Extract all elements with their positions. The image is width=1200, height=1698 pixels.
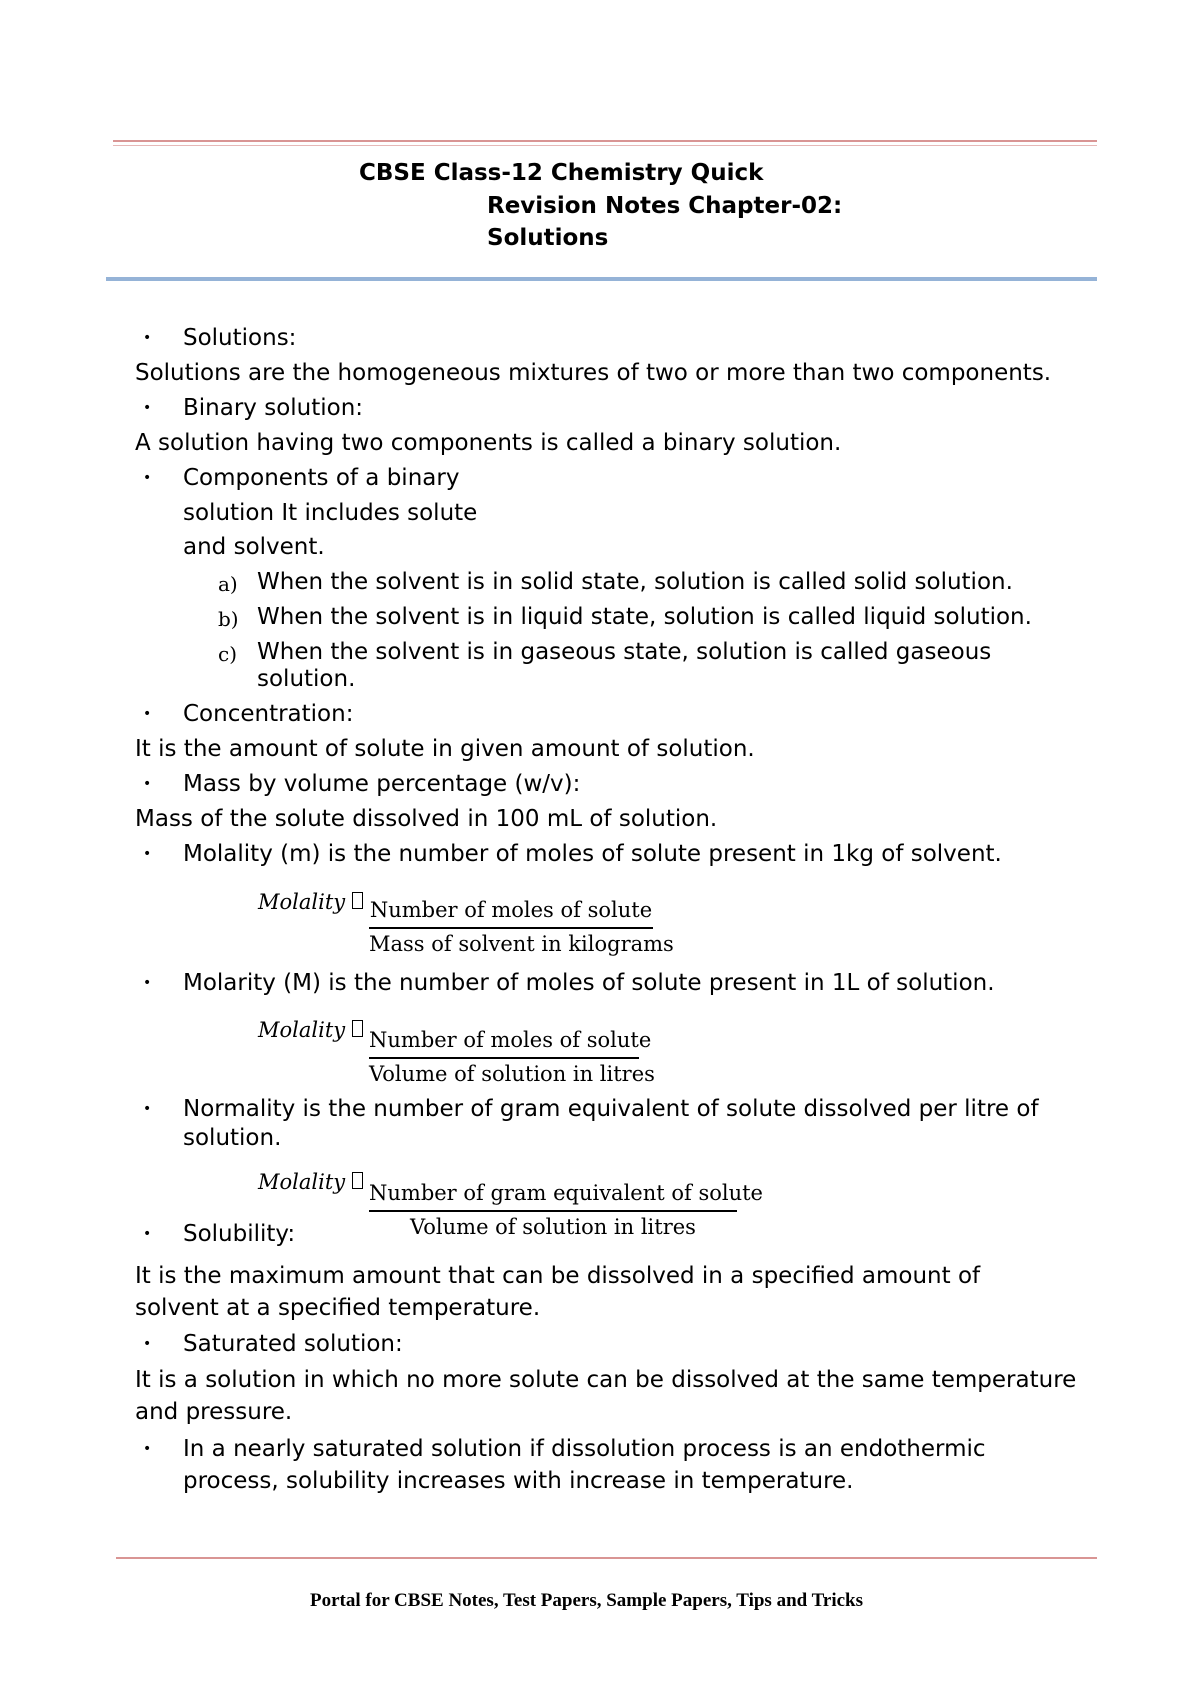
page-title-line-1: CBSE Class-12 Chemistry Quick (359, 160, 764, 186)
header-rule (106, 277, 1097, 281)
equals-glyph-box (352, 1172, 363, 1189)
concentration-heading: Concentration: (183, 701, 354, 727)
formula-label: Molality (258, 1018, 363, 1042)
molality-definition: Molality (m) is the number of moles of solute present in 1kg of solvent. (183, 841, 1002, 867)
mass-volume-definition: Mass of the solute dissolved in 100 mL of solution. (135, 806, 718, 832)
formula-denominator: Mass of solvent in kilograms (369, 932, 674, 956)
formula-label: Molality (258, 1170, 363, 1194)
page-title-line-2: Revision Notes Chapter-02: (487, 193, 843, 219)
molarity-definition: Molarity (M) is the number of moles of solute present in 1L of solution. (183, 970, 995, 996)
sub-item-marker: c) (218, 642, 238, 666)
components-line-3: and solvent. (183, 534, 325, 560)
footer-rule (116, 1557, 1097, 1559)
equals-glyph-box (352, 892, 363, 909)
bullet: • (143, 706, 152, 722)
components-line-2: solution It includes solute (183, 500, 478, 526)
normality-line-2: solution. (183, 1125, 282, 1151)
footer-text: Portal for CBSE Notes, Test Papers, Sample Papers, Tips and Tricks (310, 1590, 863, 1611)
solutions-definition: Solutions are the homogeneous mixtures of two or more than two components. (135, 360, 1052, 386)
saturated-heading: Saturated solution: (183, 1331, 403, 1357)
solubility-heading: Solubility: (183, 1221, 296, 1247)
sub-item-marker: a) (218, 572, 238, 596)
bullet: • (143, 1101, 152, 1117)
fraction-bar (369, 1057, 639, 1059)
solubility-definition-line-1: It is the maximum amount that can be dissolved in a specified amount of (135, 1263, 981, 1289)
formula-numerator: Number of moles of solute (369, 898, 653, 922)
bullet: • (143, 1336, 152, 1352)
bullet: • (143, 1441, 152, 1457)
components-line-1: Components of a binary (183, 465, 460, 491)
saturated-definition-line-1: It is a solution in which no more solute can be dissolved at the same temperature (135, 1367, 1077, 1393)
mass-volume-heading: Mass by volume percentage (w/v): (183, 771, 581, 797)
sub-item-text: When the solvent is in solid state, solution is called solid solution. (257, 569, 1013, 595)
bullet: • (143, 975, 152, 991)
bullet: • (143, 470, 152, 486)
bullet: • (143, 1226, 152, 1242)
sub-item-text: solution. (257, 666, 356, 692)
bullet: • (143, 846, 152, 862)
formula-numerator: Number of moles of solute (369, 1028, 652, 1052)
top-rule (113, 140, 1097, 142)
saturated-definition-line-2: and pressure. (135, 1399, 293, 1425)
sub-item-marker: b) (218, 607, 239, 631)
bullet: • (143, 330, 152, 346)
bullet: • (143, 400, 152, 416)
endothermic-line-1: In a nearly saturated solution if dissolution process is an endothermic (183, 1436, 986, 1462)
formula-label: Molality (258, 890, 363, 914)
solubility-definition-line-2: solvent at a specified temperature. (135, 1295, 541, 1321)
binary-heading: Binary solution: (183, 395, 364, 421)
endothermic-line-2: process, solubility increases with increase in temperature. (183, 1468, 854, 1494)
bullet: • (143, 776, 152, 792)
top-rule-thin (113, 145, 1097, 146)
formula-numerator: Number of gram equivalent of solute (369, 1181, 763, 1205)
equals-glyph-box (352, 1020, 363, 1037)
sub-item-text: When the solvent is in liquid state, solution is called liquid solution. (257, 604, 1032, 630)
formula-denominator: Volume of solution in litres (369, 1062, 655, 1086)
binary-definition: A solution having two components is called a binary solution. (135, 430, 842, 456)
solutions-heading: Solutions: (183, 325, 297, 351)
fraction-bar (369, 927, 653, 929)
normality-line-1: Normality is the number of gram equivalent of solute dissolved per litre of (183, 1096, 1039, 1122)
fraction-bar (369, 1210, 737, 1212)
concentration-definition: It is the amount of solute in given amount of solution. (135, 736, 755, 762)
page-title-line-3: Solutions (487, 225, 609, 251)
formula-denominator: Volume of solution in litres (410, 1215, 696, 1239)
sub-item-text: When the solvent is in gaseous state, solution is called gaseous (257, 639, 992, 665)
